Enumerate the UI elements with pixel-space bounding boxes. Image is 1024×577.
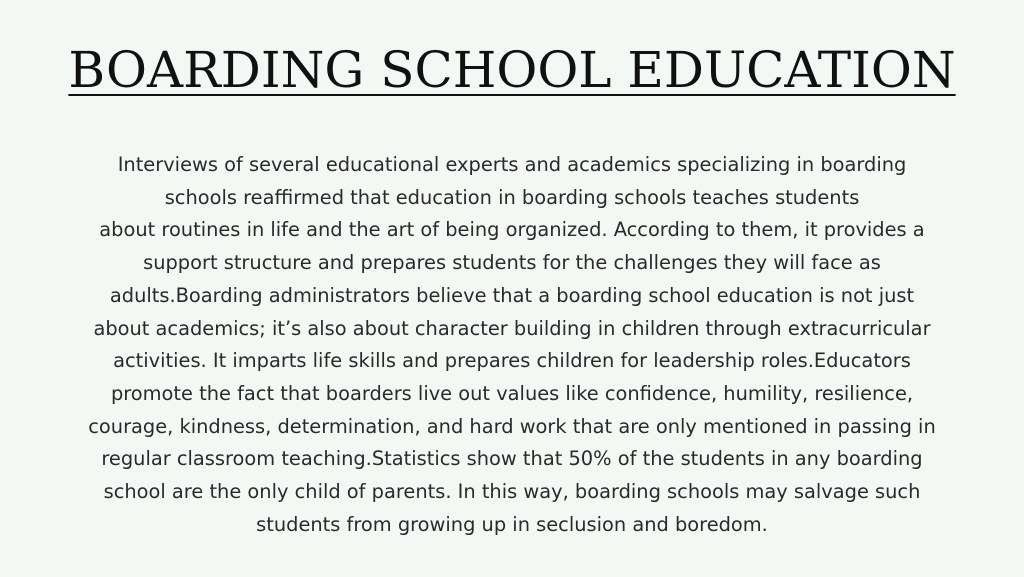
body-line-1: Interviews of several educational experts and academics specializing in boarding xyxy=(117,153,907,176)
slide-title-text: BOARDING SCHOOL EDUCATION xyxy=(68,41,956,99)
body-line-5: adults.Boarding administrators believe that a boarding school education is not just xyxy=(109,283,915,307)
body-line-7: activities. It imparts life skills and prepares children for leadership roles.Educators xyxy=(113,349,911,373)
slide-title xyxy=(0,38,1024,102)
body-line-8: promote the fact that boarders live out values like confidence, humility, resilience, xyxy=(110,381,914,405)
body-line-10: regular classroom teaching.Statistics show that 50% of the students in any boarding xyxy=(101,447,923,471)
body-line-3: about routines in life and the art of being organized. According to them, it provides a xyxy=(99,218,925,242)
body-line-6: about academics; it’s also about character building in children through extracurricular xyxy=(93,316,931,340)
body-line-9: courage, kindness, determination, and hard work that are only mentioned in passing in xyxy=(88,414,936,438)
body-line-11: school are the only child of parents. In this way, boarding schools may salvage such xyxy=(103,480,921,504)
body-line-4: support structure and prepares students for the challenges they will face as xyxy=(143,251,881,275)
body-line-2: schools reaffirmed that education in boarding schools teaches students xyxy=(164,185,860,209)
body-paragraph xyxy=(30,149,994,541)
body-line-12: students from growing up in seclusion and boredom. xyxy=(256,512,768,536)
